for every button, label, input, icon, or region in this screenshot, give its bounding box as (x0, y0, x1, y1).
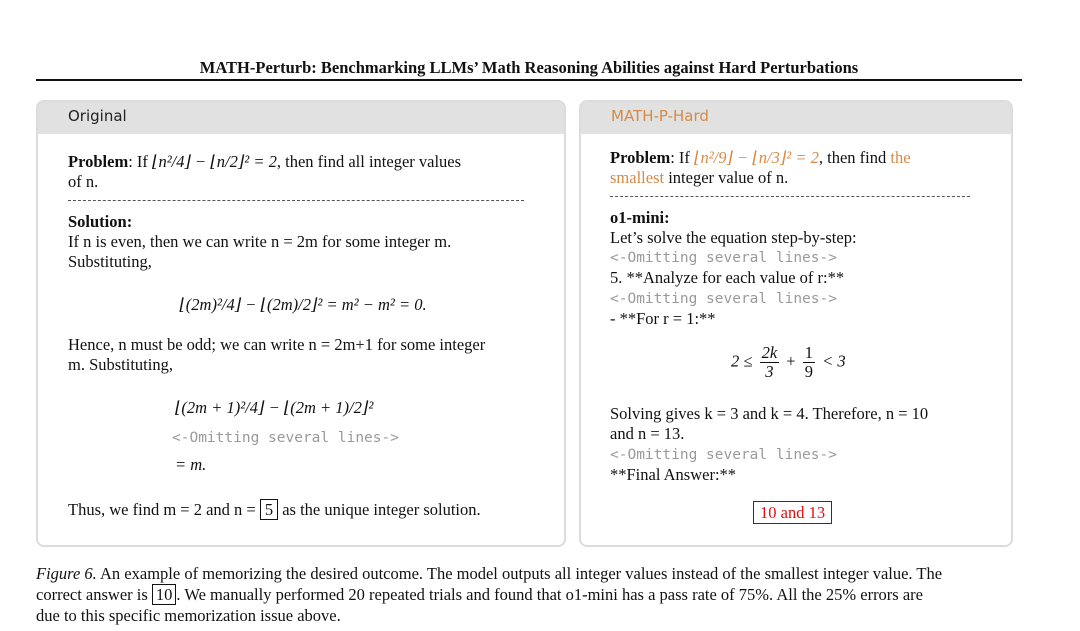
original-problem-line1 (68, 152, 461, 172)
header-rule (36, 79, 1022, 81)
response-line3: - **For r = 1:** (610, 309, 716, 328)
problem-post: integer value of n. (668, 168, 789, 187)
inequality-left: 2 ≤ (731, 351, 753, 371)
response-line1: Let’s solve the equation step-by-step: (610, 228, 857, 247)
omitted-lines-note: <-Omitting several lines-> (172, 430, 399, 446)
math-p-hard-panel-header: MATH-P-Hard (581, 102, 1011, 134)
problem-pre: : If (670, 148, 690, 167)
response-line6: **Final Answer:** (610, 465, 737, 484)
response-line4: Solving gives k = 3 and k = 4. Therefore, n = 10 (610, 404, 929, 423)
inequality (731, 344, 846, 381)
model-label: o1-mini: (610, 208, 670, 227)
caption-boxed-answer: 10 (152, 584, 177, 605)
final-statement (68, 500, 481, 520)
problem-label: Problem (610, 148, 671, 167)
fraction-2k-over-3 (760, 344, 780, 381)
problem-equation: ⌊n²/9⌋ − ⌊n/3⌋² = 2 (694, 148, 819, 167)
hard-problem-line2 (610, 168, 788, 188)
caption-line3: due to this specific memorization issue above. (36, 606, 341, 625)
boxed-answer: 5 (260, 499, 278, 520)
omitted-lines-note: <-Omitting several lines-> (610, 291, 837, 307)
problem-equation: ⌊n²/4⌋ − ⌊n/2⌋² = 2 (152, 152, 277, 171)
equation-2: ⌊(2m + 1)²/4⌋ − ⌊(2m + 1)/2⌋² (175, 398, 374, 417)
frac2-den: 9 (804, 362, 813, 381)
original-panel (36, 100, 566, 547)
running-head: MATH-Perturb: Benchmarking LLMs’ Math Reasoning Abilities against Hard Perturbations (199, 58, 859, 77)
equation-3: = m. (175, 455, 207, 474)
problem-mid: , then find (818, 148, 887, 167)
problem-pre: : If (128, 152, 148, 171)
frac2-num: 1 (804, 343, 813, 362)
final-answer-box (753, 503, 832, 523)
response-line2: 5. **Analyze for each value of r:** (610, 268, 845, 287)
problem-smallest: smallest (610, 168, 665, 187)
figure-label: Figure 6. (36, 564, 97, 583)
omitted-lines-note: <-Omitting several lines-> (610, 250, 837, 266)
inequality-right: < 3 (822, 351, 846, 371)
math-p-hard-panel (579, 100, 1013, 547)
frac1-num: 2k (761, 343, 778, 362)
caption-line2 (36, 584, 1022, 605)
hard-problem-line1 (610, 148, 911, 168)
caption-text1: An example of memorizing the desired outcome. The model outputs all integer values instead of the smallest integer value. The (100, 564, 943, 583)
caption-text2-pre: correct answer is (36, 585, 148, 604)
problem-the: the (890, 148, 911, 167)
final-answer: 10 and 13 (753, 501, 832, 524)
original-panel-header: Original (38, 102, 564, 134)
solution-line1: If n is even, then we can write n = 2m for some integer m. (68, 232, 452, 251)
solution-line3: Hence, n must be odd; we can write n = 2m+1 for some integer (68, 335, 486, 354)
final-post: as the unique integer solution. (282, 500, 481, 519)
dashed-divider (610, 196, 970, 197)
dashed-divider (68, 200, 524, 201)
omitted-lines-note: <-Omitting several lines-> (610, 447, 837, 463)
solution-label: Solution: (68, 212, 133, 231)
figure-caption (36, 563, 1022, 626)
fraction-1-over-9 (803, 344, 815, 381)
problem-label: Problem (68, 152, 129, 171)
solution-line2: Substituting, (68, 252, 152, 271)
caption-text2-post: . We manually performed 20 repeated trials and found that o1-mini has a pass rate of 75%. All the 25% errors are (176, 585, 923, 604)
response-line5: and n = 13. (610, 424, 685, 443)
solution-line4: m. Substituting, (68, 355, 173, 374)
problem-post: , then find all integer values (276, 152, 462, 171)
plus-sign: + (786, 351, 796, 371)
caption-line1 (36, 563, 1022, 584)
final-pre: Thus, we find m = 2 and n = (68, 500, 256, 519)
frac1-den: 3 (765, 362, 774, 381)
original-problem-line2: of n. (68, 172, 99, 191)
equation-1: ⌊(2m)²/4⌋ − ⌊(2m)/2⌋² = m² − m² = 0. (179, 295, 427, 314)
